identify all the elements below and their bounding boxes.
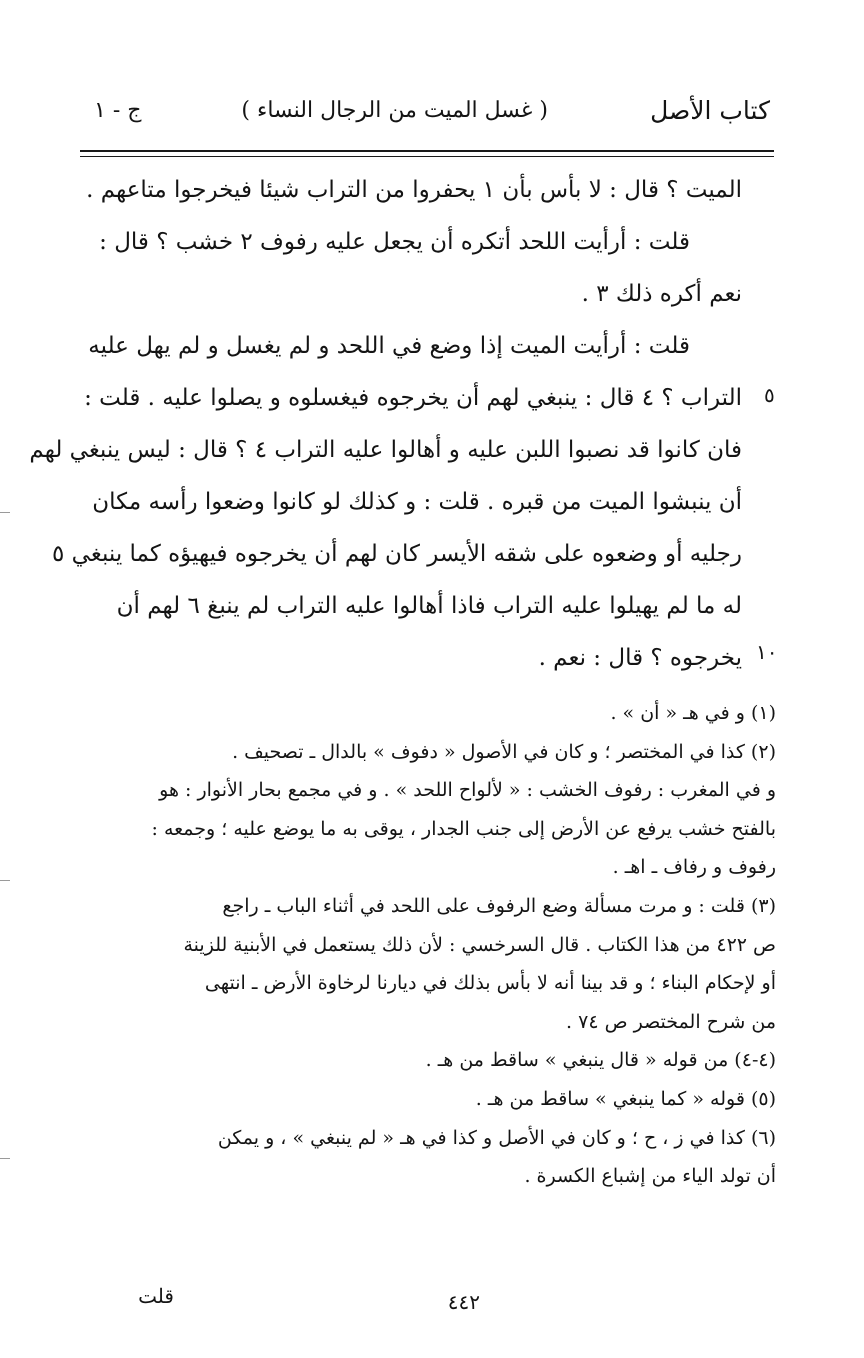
line-number-10: ١٠ xyxy=(756,640,778,664)
text-line: الميت ؟ قال : لا بأس بأن ١ يحفروا من التراب شيئا فيخرجوا متاعهم . xyxy=(86,177,742,203)
footnote-line: و في المغرب : رفوف الخشب : « لألواح اللحد » . و في مجمع بحار الأنوار : هو xyxy=(159,779,776,802)
text-line: قلت : أرأيت الميت إذا وضع في اللحد و لم يغسل و لم يهل عليه xyxy=(88,333,690,359)
footnotes xyxy=(96,694,776,1196)
footnote-line: (٣) قلت : و مرت مسألة وضع الرفوف على اللحد في أثناء الباب ـ راجع xyxy=(222,894,776,917)
line-number-5: ٥ xyxy=(764,383,775,407)
book-title: كتاب الأصل xyxy=(650,96,770,125)
footnote-line: (٦) كذا في ز ، ح ؛ و كان في الأصل و كذا في هـ « لم ينبغي » ، و يمكن xyxy=(217,1126,776,1149)
header-rule-thick xyxy=(80,150,774,152)
footnote-line: أو لإحكام البناء ؛ و قد بينا أنه لا بأس بذلك في ديارنا لرخاوة الأرض ـ انتهى xyxy=(204,972,776,995)
footnote-line: (١) و في هـ « أن » . xyxy=(610,702,776,724)
footnote-line: (٢) كذا في المختصر ؛ و كان في الأصول « دفوف » بالدال ـ تصحيف . xyxy=(232,740,776,763)
text-line: له ما لم يهيلوا عليه التراب فاذا أهالوا عليه التراب لم ينبغ ٦ لهم أن xyxy=(116,593,742,619)
footnote-line: أن تولد الياء من إشباع الكسرة . xyxy=(524,1165,776,1188)
chapter-title: ( غسل الميت من الرجال النساء ) xyxy=(241,98,548,123)
text-line: يخرجوه ؟ قال : نعم . xyxy=(538,645,742,671)
footnote-line: من شرح المختصر ص ٧٤ . xyxy=(566,1010,776,1033)
footnote-line: ص ٤٢٢ من هذا الكتاب . قال السرخسي : لأن ذلك يستعمل في الأبنية للزينة xyxy=(183,933,776,956)
catchword: قلت xyxy=(138,1284,174,1308)
text-line: أن ينبشوا الميت من قبره . قلت : و كذلك لو كانوا وضعوا رأسه مكان xyxy=(92,489,742,515)
running-header xyxy=(80,92,770,142)
text-line: رجليه أو وضعوه على شقه الأيسر كان لهم أن يخرجوه فيهيؤه كما ينبغي ٥ xyxy=(52,541,742,567)
page-number: ٤٤٢ xyxy=(447,1290,480,1314)
text-line: فان كانوا قد نصبوا اللبن عليه و أهالوا عليه التراب ٤ ؟ قال : ليس ينبغي لهم xyxy=(29,437,742,463)
footnote-line: (٥) قوله « كما ينبغي » ساقط من هـ . xyxy=(475,1087,776,1110)
volume-number: ج - ١ xyxy=(94,98,142,123)
text-line: التراب ؟ ٤ قال : ينبغي لهم أن يخرجوه فيغسلوه و يصلوا عليه . قلت : xyxy=(84,385,742,411)
footnote-line: بالفتح خشب يرفع عن الأرض إلى جنب الجدار ، يوقى به ما يوضع عليه ؛ وجمعه : xyxy=(151,817,776,840)
footnote-line: رفوف و رفاف ـ اهـ . xyxy=(612,856,776,879)
header-rule-thin xyxy=(80,156,774,157)
page-footer xyxy=(80,1282,770,1322)
margin-mark xyxy=(0,1158,10,1159)
margin-mark xyxy=(0,880,10,881)
footnote-line: (٤-٤) من قوله « قال ينبغي » ساقط من هـ . xyxy=(425,1049,776,1072)
text-line: قلت : أرأيت اللحد أتكره أن يجعل عليه رفوف ٢ خشب ؟ قال : xyxy=(99,229,690,255)
main-text xyxy=(29,164,742,684)
text-line: نعم أكره ذلك ٣ . xyxy=(581,281,742,307)
margin-mark xyxy=(0,512,10,513)
